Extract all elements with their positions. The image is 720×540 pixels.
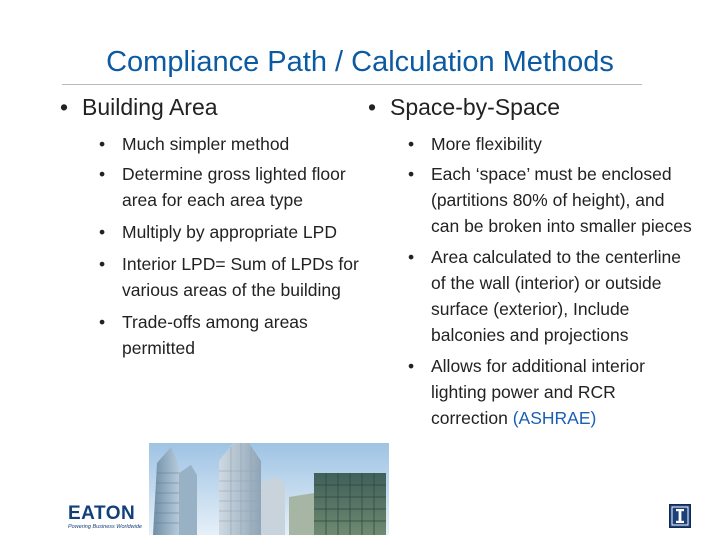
list-item [95, 131, 365, 157]
bullet-glyph: • [99, 134, 106, 154]
bullet-glyph: • [408, 247, 415, 267]
bullet-text: Trade-offs among areas permitted [122, 312, 308, 358]
bullet-text: Interior LPD= Sum of LPDs for various areas of the building [122, 254, 359, 300]
list-item [95, 251, 365, 303]
bullet-glyph: • [408, 164, 415, 184]
building-photo-graphic [149, 443, 389, 535]
eaton-logo [68, 504, 142, 538]
logo-tagline: Powering Business Worldwide [68, 524, 142, 530]
right-bullet-list [404, 131, 694, 431]
bullet-text: More flexibility [431, 134, 542, 154]
corner-badge-icon [669, 504, 691, 528]
left-heading-text: Building Area [82, 94, 218, 120]
list-item [95, 219, 365, 245]
bullet-glyph: • [99, 164, 106, 184]
slide-title: Compliance Path / Calculation Methods [106, 46, 614, 78]
bullet-text: Each ‘space’ must be enclosed (partitions 80% of height), and can be broken into smaller pieces [431, 164, 692, 236]
heading-bullet: • [368, 94, 377, 120]
left-bullet-list [95, 131, 365, 361]
left-column-heading [60, 94, 218, 121]
bullet-text: Multiply by appropriate LPD [122, 222, 337, 242]
bullet-glyph: • [99, 254, 106, 274]
bullet-text: Area calculated to the centerline of the wall (interior) or outside surface (exterior), Include balconies and projections [431, 247, 682, 345]
logo-wordmark: EATON [68, 503, 136, 524]
list-item [95, 309, 365, 361]
bullet-text: Allows for additional interior lighting power and RCR correction [431, 356, 645, 428]
list-item [404, 131, 694, 157]
bullet-glyph: • [99, 222, 106, 242]
heading-bullet: • [60, 94, 69, 120]
right-heading-text: Space-by-Space [390, 94, 561, 120]
list-item [404, 353, 694, 431]
right-column-heading [368, 94, 560, 121]
bullet-glyph: • [99, 312, 106, 332]
corner-badge-graphic [669, 504, 691, 528]
bullet-glyph: • [408, 356, 415, 376]
list-item [95, 161, 365, 213]
list-item [404, 244, 694, 348]
ashrae-reference: (ASHRAE) [512, 408, 597, 428]
title-divider [62, 84, 642, 85]
list-item [404, 161, 694, 239]
bullet-text: Determine gross lighted floor area for each area type [122, 164, 346, 210]
building-photo [149, 443, 389, 535]
bullet-text: Much simpler method [122, 134, 290, 154]
bullet-glyph: • [408, 134, 415, 154]
